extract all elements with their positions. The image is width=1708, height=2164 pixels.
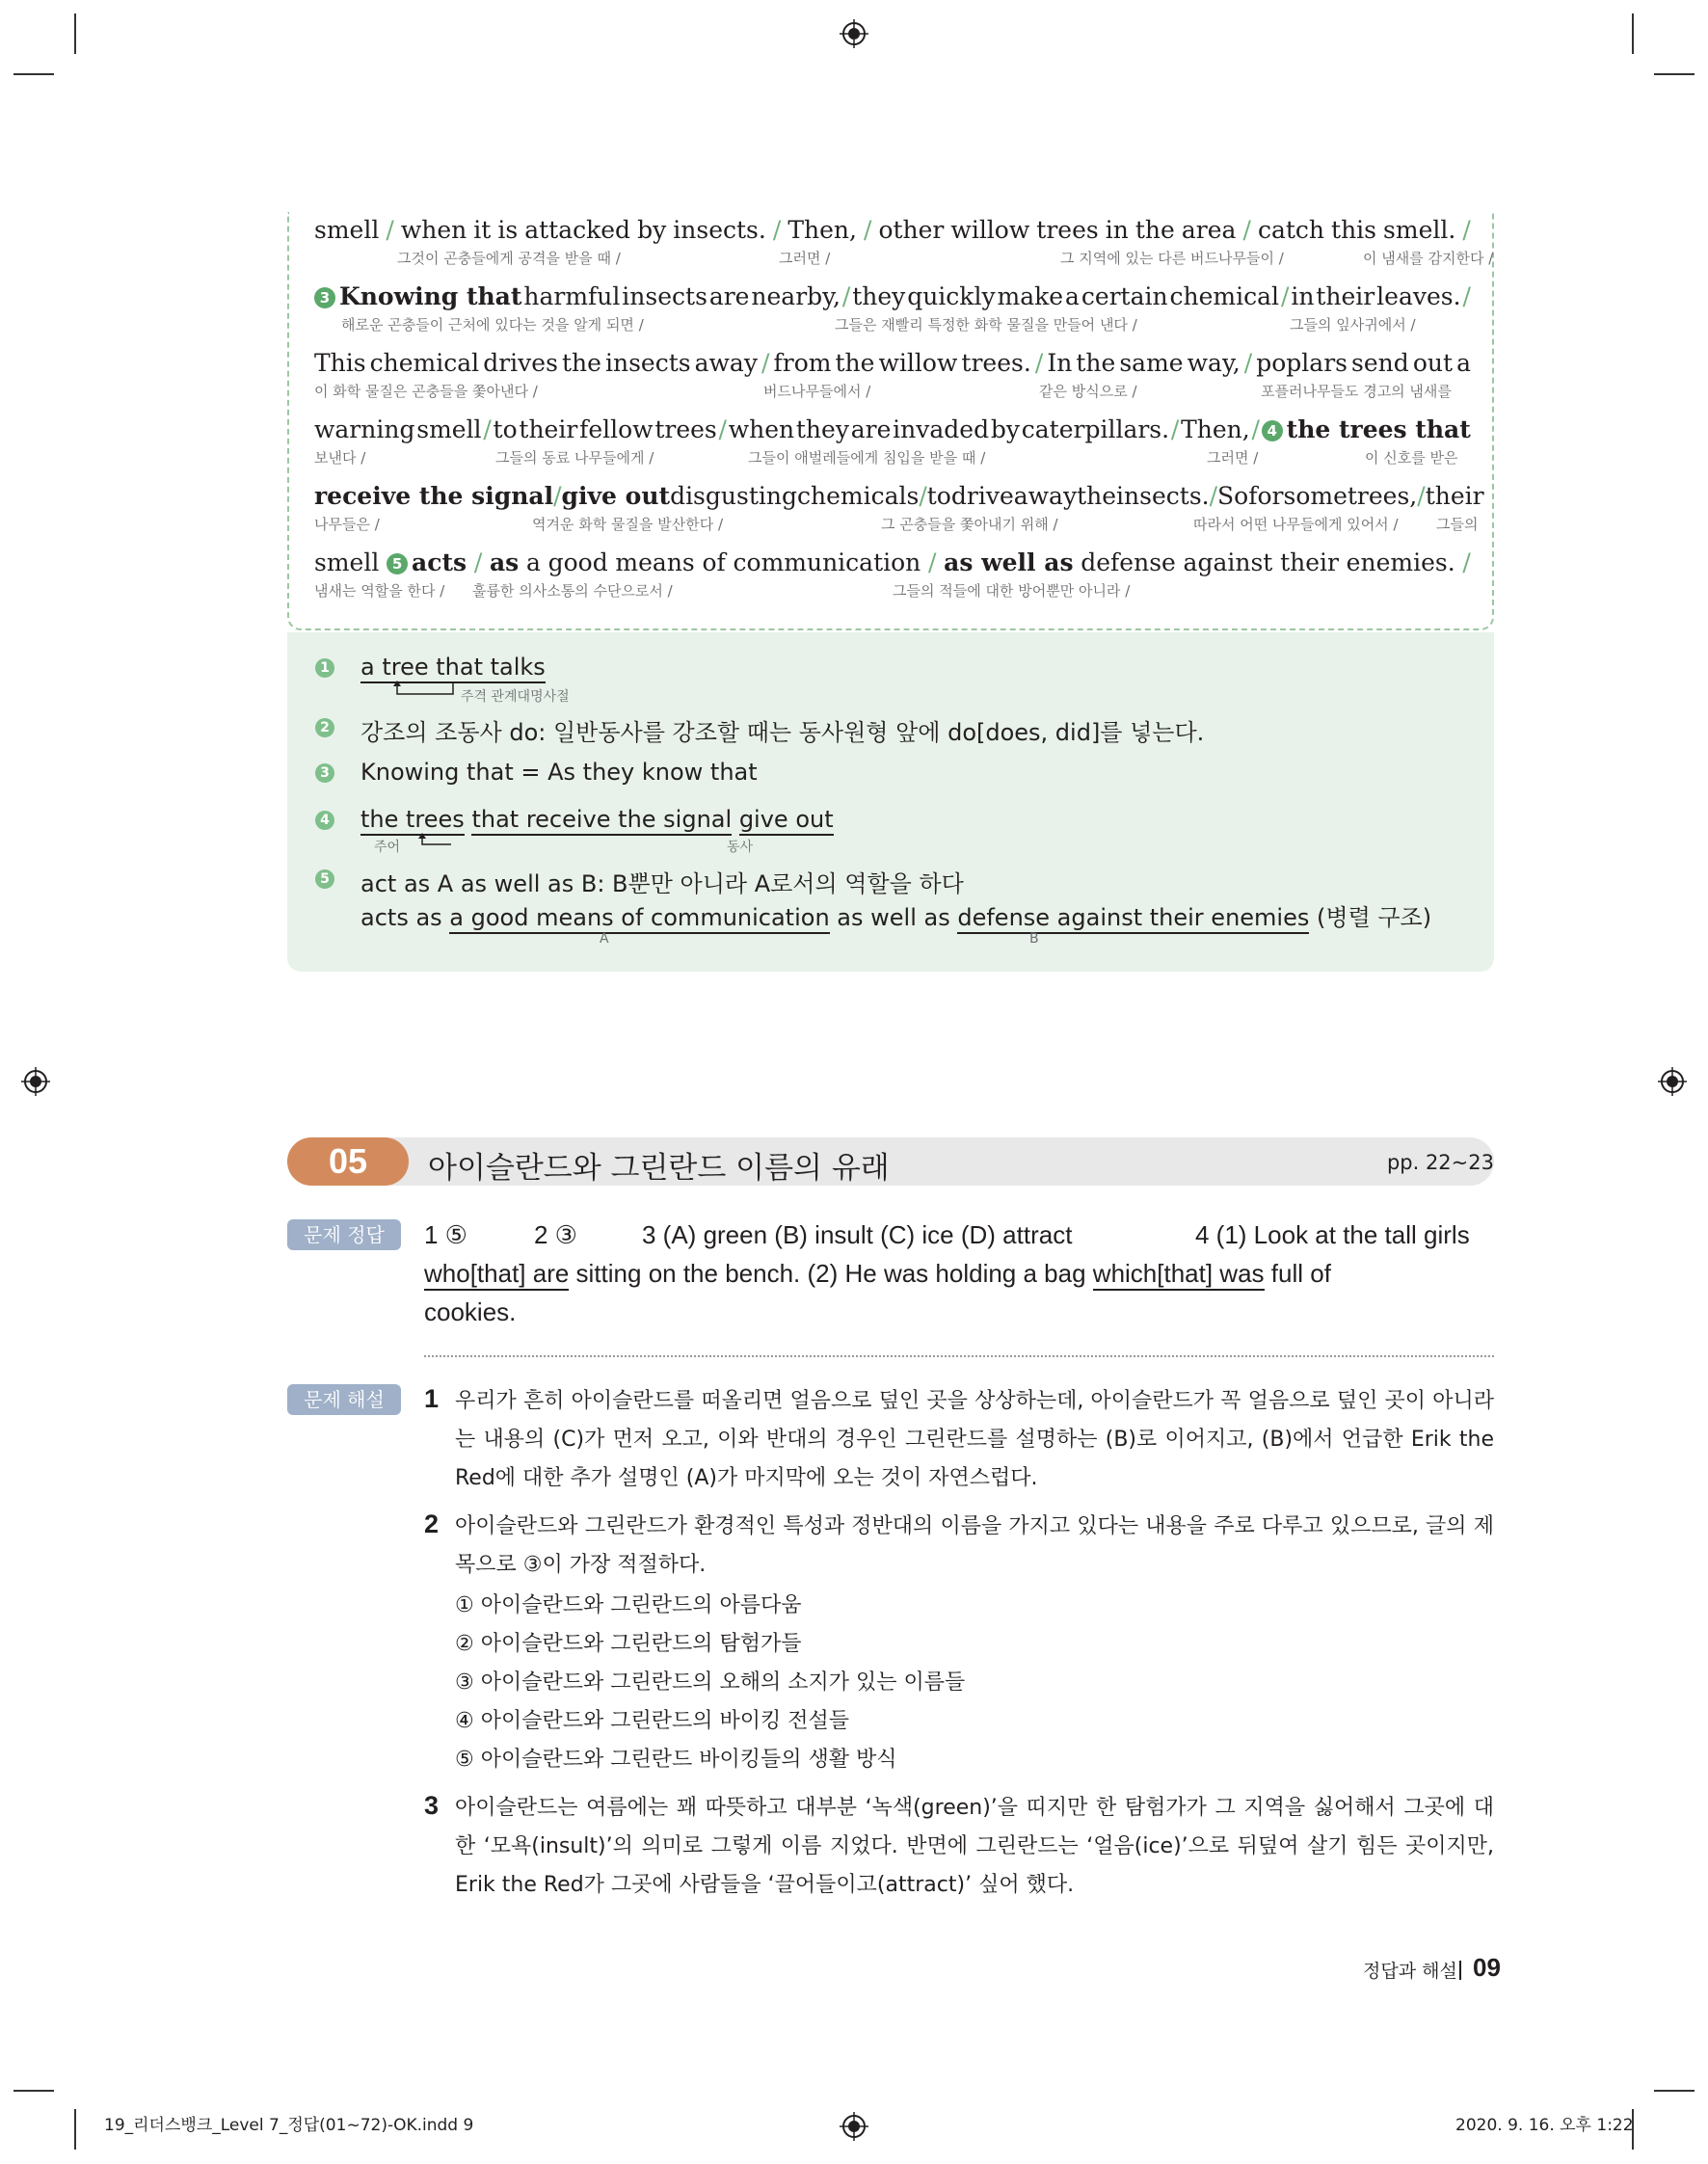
- divider: [424, 1355, 1494, 1357]
- passage-word: In: [1047, 349, 1073, 377]
- explanation-1: 우리가 흔히 아이슬란드를 떠올리면 얼음으로 덮인 곳을 상상하는데, 아이슬란드가 꼭 얼음으로 덮인 곳이 아니라는 내용의 (C)가 먼저 오고, 이와 반대의 경우인 그린란드를 설명하는 (B)로 이어지고, (B)에서 언급한 Erik the Red에 대한 추가 설명인 (A)가 마지막에 오는 것이 자연스럽다.: [455, 1389, 1494, 1490]
- chunk-slash: /: [1462, 282, 1471, 310]
- passage-word: acts: [412, 548, 467, 576]
- korean-gloss: 그들이 애벌레들에게 침입을 받을 때 /: [748, 449, 986, 467]
- option-2: ② 아이슬란드와 그린란드의 탐험가들: [455, 1632, 802, 1656]
- passage-word: willow: [878, 349, 958, 377]
- korean-gloss: 냄새는 역할을 한다 /: [314, 582, 445, 600]
- relative-clause-arrow-icon: [389, 681, 457, 700]
- passage-word: Then,: [1181, 415, 1250, 443]
- chunk-slash: /: [1462, 216, 1471, 244]
- passage-word: their: [1280, 548, 1339, 576]
- passage-word: trees: [1036, 216, 1099, 244]
- passage-word: fellow: [579, 415, 654, 443]
- passage-word: by: [990, 415, 1020, 443]
- subject-label: 주어: [374, 840, 401, 855]
- korean-gloss: 그것이 곤충들에게 공격을 받을 때 /: [397, 250, 621, 267]
- passage-word: warning: [314, 415, 415, 443]
- chunk-slash: /: [1462, 548, 1471, 576]
- passage-line: [314, 349, 1471, 378]
- passage-word: area: [1181, 216, 1237, 244]
- answer-1: 1 ⑤: [424, 1220, 467, 1249]
- passage-word: quickly: [907, 282, 996, 310]
- korean-gloss: 그들의: [1436, 516, 1479, 533]
- note-text: a tree that talks: [360, 654, 546, 681]
- passage-word: a: [1064, 282, 1080, 310]
- korean-gloss: 그들의 잎사귀에서 /: [1290, 316, 1416, 334]
- passage-word: other: [878, 216, 945, 244]
- passage-word: drive: [950, 482, 1014, 510]
- answer-4-line2: who[that] are sitting on the bench. (2) He was holding a bag which[that] was full of: [424, 1259, 1331, 1289]
- passage-word: in: [1291, 282, 1315, 310]
- korean-gloss: 따라서 어떤 나무들에게 있어서 /: [1193, 516, 1399, 533]
- section-number-badge: 05: [287, 1137, 409, 1186]
- korean-gloss: 그러면 /: [779, 250, 831, 267]
- passage-word: Knowing that: [339, 282, 522, 310]
- passage-word: their: [1316, 282, 1375, 310]
- chunk-slash: /: [553, 482, 562, 510]
- passage-word: they: [795, 415, 849, 443]
- passage-chunk: [1262, 415, 1471, 444]
- passage-word: from: [773, 349, 832, 377]
- registration-mark-icon: [840, 19, 868, 48]
- chunk-slash: /: [1034, 349, 1044, 377]
- explanation-3: 아이슬란드는 여름에는 꽤 따뜻하고 대부분 ‘녹색(green)’을 띠지만 한 탐험가가 그 지역을 싫어해서 그곳에 대한 ‘모욕(insult)’의 의미로 그렇게 이름 지었다. 반면에 그린란드는 ‘얼음(ice)’으로 뒤덮여 살기 힘든 곳이지만, Erik the Red가 그곳에 사람들을 ‘끌어들이고(attract)’ 싶어 했다.: [455, 1796, 1494, 1897]
- passage-word: away: [694, 349, 758, 377]
- note-ref-number: 3: [314, 287, 335, 308]
- korean-gloss: 역겨운 화학 물질을 발산한다 /: [532, 516, 724, 533]
- answer-2: 2 ③: [534, 1220, 577, 1249]
- page-number: 09: [1473, 1953, 1501, 1982]
- passage-word: insects.: [1116, 482, 1210, 510]
- note-number: 3: [315, 763, 334, 783]
- korean-gloss: 그러면 /: [1207, 449, 1259, 467]
- note-text: Knowing that = As they know that: [360, 759, 758, 786]
- chunk-slash: /: [1243, 349, 1253, 377]
- passage-word: insects: [604, 349, 691, 377]
- chunk-slash: /: [1242, 216, 1251, 244]
- korean-gloss: 이 신호를 받은: [1365, 449, 1458, 467]
- option-5: ⑤ 아이슬란드와 그린란드 바이킹들의 생활 방식: [455, 1748, 897, 1772]
- passage-word: chemical: [1169, 282, 1280, 310]
- passage-word: in: [1105, 216, 1129, 244]
- passage-word: means: [615, 548, 695, 576]
- chunk-slash: /: [928, 548, 937, 576]
- passage-word: this: [1331, 216, 1377, 244]
- passage-word: nearby,: [751, 282, 841, 310]
- modifier-arrow-icon: [414, 833, 453, 850]
- passage-word: the: [1076, 349, 1116, 377]
- passage-word: give out: [561, 482, 671, 510]
- korean-gloss: 그 곤충들을 쫓아내기 위해 /: [881, 516, 1058, 533]
- passage-word: make: [997, 282, 1064, 310]
- passage-word: out: [1412, 349, 1454, 377]
- passage-line: [314, 216, 1471, 245]
- korean-gloss: 이 화학 물질은 곤충들을 쫓아낸다 /: [314, 383, 538, 400]
- passage-word: send: [1351, 349, 1409, 377]
- passage-word: invaded: [893, 415, 990, 443]
- print-slug-date: 2020. 9. 16. 오후 1:22: [1455, 2116, 1634, 2135]
- passage-word: against: [1183, 548, 1273, 576]
- passage-word: is: [497, 216, 519, 244]
- chunk-slash: /: [772, 216, 782, 244]
- korean-gloss: 버드나무들에서 /: [763, 383, 871, 400]
- passage-chunk: [387, 548, 467, 577]
- explanation-number: 2: [424, 1509, 440, 1538]
- explanation-2: 아이슬란드와 그린란드가 환경적인 특성과 정반대의 이름을 가지고 있다는 내용을 주로 다루고 있으므로, 글의 제목으로 ③이 가장 적절하다.: [455, 1514, 1494, 1577]
- passage-word: the: [1077, 482, 1117, 510]
- passage-word: away: [1013, 482, 1078, 510]
- passage-word: certain: [1081, 282, 1168, 310]
- passage-word: drives: [483, 349, 558, 377]
- chunk-slash: /: [386, 216, 394, 244]
- note-number: 5: [315, 869, 334, 889]
- passage-word: the: [835, 349, 875, 377]
- note-number: 4: [315, 811, 334, 830]
- passage-word: caterpillars.: [1021, 415, 1170, 443]
- print-slug-file: 19_리더스뱅크_Level 7_정답(01~72)-OK.indd 9: [104, 2116, 474, 2135]
- section-pages: pp. 22~23: [1386, 1151, 1494, 1174]
- registration-mark-icon: [840, 2112, 868, 2141]
- footer-separator: [1459, 1961, 1461, 1980]
- chunk-slash: /: [841, 282, 851, 310]
- passage-word: insects.: [673, 216, 766, 244]
- passage-line: [314, 482, 1484, 511]
- korean-gloss: 이 냄새를 감지한다 /: [1363, 250, 1494, 267]
- answer-3: 3 (A) green (B) insult (C) ice (D) attract: [642, 1220, 1073, 1249]
- passage-word: when: [400, 216, 467, 244]
- crop-mark: [1654, 2090, 1695, 2092]
- passage-word: trees: [654, 415, 717, 443]
- korean-gloss: 그들은 재빨리 특정한 화학 물질을 만들어 낸다 /: [835, 316, 1137, 334]
- passage-word: receive the signal: [314, 482, 554, 510]
- chunk-slash: /: [1251, 415, 1260, 443]
- passage-word: are: [850, 415, 892, 443]
- passage-word: willow: [950, 216, 1030, 244]
- chunk-slash: /: [863, 216, 872, 244]
- note-text: act as A as well as B: B뿐만 아니라 A로서의 역할을 하다: [360, 870, 964, 897]
- passage-word: a: [525, 548, 541, 576]
- passage-word: This: [314, 349, 366, 377]
- passage-word: communication: [733, 548, 921, 576]
- note-text: 강조의 조동사 do: 일반동사를 강조할 때는 동사원형 앞에 do[does, did]를 넣는다.: [360, 719, 1205, 746]
- note-ref-number: 4: [1262, 420, 1283, 441]
- passage-word: they: [852, 282, 906, 310]
- passage-word: chemicals: [796, 482, 920, 510]
- passage-word: trees,: [1347, 482, 1418, 510]
- chunk-slash: /: [761, 349, 770, 377]
- verb-label: 동사: [727, 840, 754, 855]
- passage-word: harmful: [523, 282, 621, 310]
- passage-word: to: [493, 415, 518, 443]
- crop-mark: [1654, 73, 1695, 75]
- passage-word: some: [1283, 482, 1348, 510]
- passage-word: to: [926, 482, 951, 510]
- passage-word: Then,: [787, 216, 857, 244]
- passage-word: catch: [1257, 216, 1324, 244]
- korean-gloss: 그들의 동료 나무들에게 /: [495, 449, 654, 467]
- korean-gloss: 보낸다 /: [314, 449, 366, 467]
- chunk-slash: /: [1280, 282, 1290, 310]
- korean-gloss: 포플러나무들도 경고의 냄새를: [1261, 383, 1452, 400]
- answer-4: 4 (1) Look at the tall girls: [1195, 1220, 1470, 1249]
- passage-word: enemies.: [1346, 548, 1455, 576]
- passage-word: by: [637, 216, 667, 244]
- passage-word: disgusting: [670, 482, 797, 510]
- passage-word: smell: [314, 216, 380, 244]
- passage-line: [314, 415, 1471, 444]
- chunk-slash: /: [919, 482, 927, 510]
- explanation-tag: 문제 해설: [287, 1384, 401, 1415]
- footer-label: 정답과 해설: [1363, 1961, 1457, 1982]
- option-3: ③ 아이슬란드와 그린란드의 오해의 소지가 있는 이름들: [455, 1670, 966, 1695]
- parallel-label-a: A: [600, 931, 609, 947]
- note-ref-number: 5: [387, 553, 408, 574]
- explanation-number: 3: [424, 1791, 440, 1820]
- passage-word: when: [728, 415, 795, 443]
- passage-word: it: [473, 216, 492, 244]
- passage-word: poplars: [1256, 349, 1348, 377]
- passage-word: trees.: [961, 349, 1031, 377]
- passage-word: insects: [622, 282, 707, 310]
- korean-gloss: 그들의 적들에 대한 방어뿐만 아니라 /: [893, 582, 1131, 600]
- passage-word: a: [1456, 349, 1471, 377]
- note-text: the trees that receive the signal give out: [360, 806, 834, 833]
- passage-word: as well as: [944, 548, 1074, 576]
- chunk-slash: /: [1417, 482, 1426, 510]
- passage-word: leaves.: [1376, 282, 1461, 310]
- passage-word: smell: [416, 415, 482, 443]
- passage-word: the trees that: [1286, 415, 1471, 443]
- passage-word: their: [519, 415, 578, 443]
- note-sublabel: 주격 관계대명사절: [461, 689, 570, 705]
- section-title: 아이슬란드와 그린란드 이름의 유래: [428, 1151, 890, 1186]
- explanation-number: 1: [424, 1384, 440, 1413]
- chunk-slash: /: [718, 415, 727, 443]
- passage-word: as: [489, 548, 520, 576]
- note-number: 1: [315, 658, 334, 678]
- crop-mark: [1632, 13, 1634, 54]
- registration-mark-icon: [1658, 1067, 1687, 1096]
- chunk-slash: /: [1209, 482, 1218, 510]
- registration-mark-icon: [21, 1067, 50, 1096]
- crop-mark: [74, 2109, 76, 2150]
- passage-word: for: [1248, 482, 1284, 510]
- option-4: ④ 아이슬란드와 그린란드의 바이킹 전설들: [455, 1709, 849, 1733]
- passage-word: So: [1217, 482, 1249, 510]
- option-1: ① 아이슬란드와 그린란드의 아름다움: [455, 1593, 802, 1617]
- korean-gloss: 해로운 곤충들이 근처에 있다는 것을 알게 되면 /: [341, 316, 644, 334]
- passage-word: the: [561, 349, 601, 377]
- passage-word: smell: [314, 548, 380, 576]
- passage-word: good: [547, 548, 608, 576]
- passage-word: attacked: [524, 216, 631, 244]
- passage-line: [314, 282, 1471, 311]
- korean-gloss: 훌륭한 의사소통의 수단으로서 /: [472, 582, 673, 600]
- chunk-slash: /: [473, 548, 483, 576]
- passage-word: defense: [1081, 548, 1176, 576]
- chunk-slash: /: [1170, 415, 1180, 443]
- crop-mark: [74, 13, 76, 54]
- passage-word: their: [1425, 482, 1484, 510]
- passage-line: [314, 548, 1471, 577]
- korean-gloss: 같은 방식으로 /: [1039, 383, 1137, 400]
- passage-chunk: [314, 282, 521, 311]
- korean-gloss: 나무들은 /: [314, 516, 380, 533]
- passage-word: of: [702, 548, 726, 576]
- passage-word: the: [1134, 216, 1175, 244]
- passage-word: are: [708, 282, 750, 310]
- crop-mark: [13, 2090, 54, 2092]
- note-text: acts as a good means of communication as well as defense against their enemies (병렬 구조): [360, 898, 1431, 932]
- passage-word: chemical: [369, 349, 480, 377]
- passage-word: smell.: [1383, 216, 1456, 244]
- korean-gloss: 그 지역에 있는 다른 버드나무들이 /: [1060, 250, 1284, 267]
- chunk-slash: /: [483, 415, 492, 443]
- passage-word: same: [1119, 349, 1184, 377]
- passage-word: way,: [1187, 349, 1241, 377]
- answer-4-line3: cookies.: [424, 1297, 517, 1326]
- crop-mark: [13, 73, 54, 75]
- note-number: 2: [315, 718, 334, 737]
- answers-tag: 문제 정답: [287, 1219, 401, 1250]
- parallel-label-b: B: [1029, 931, 1039, 947]
